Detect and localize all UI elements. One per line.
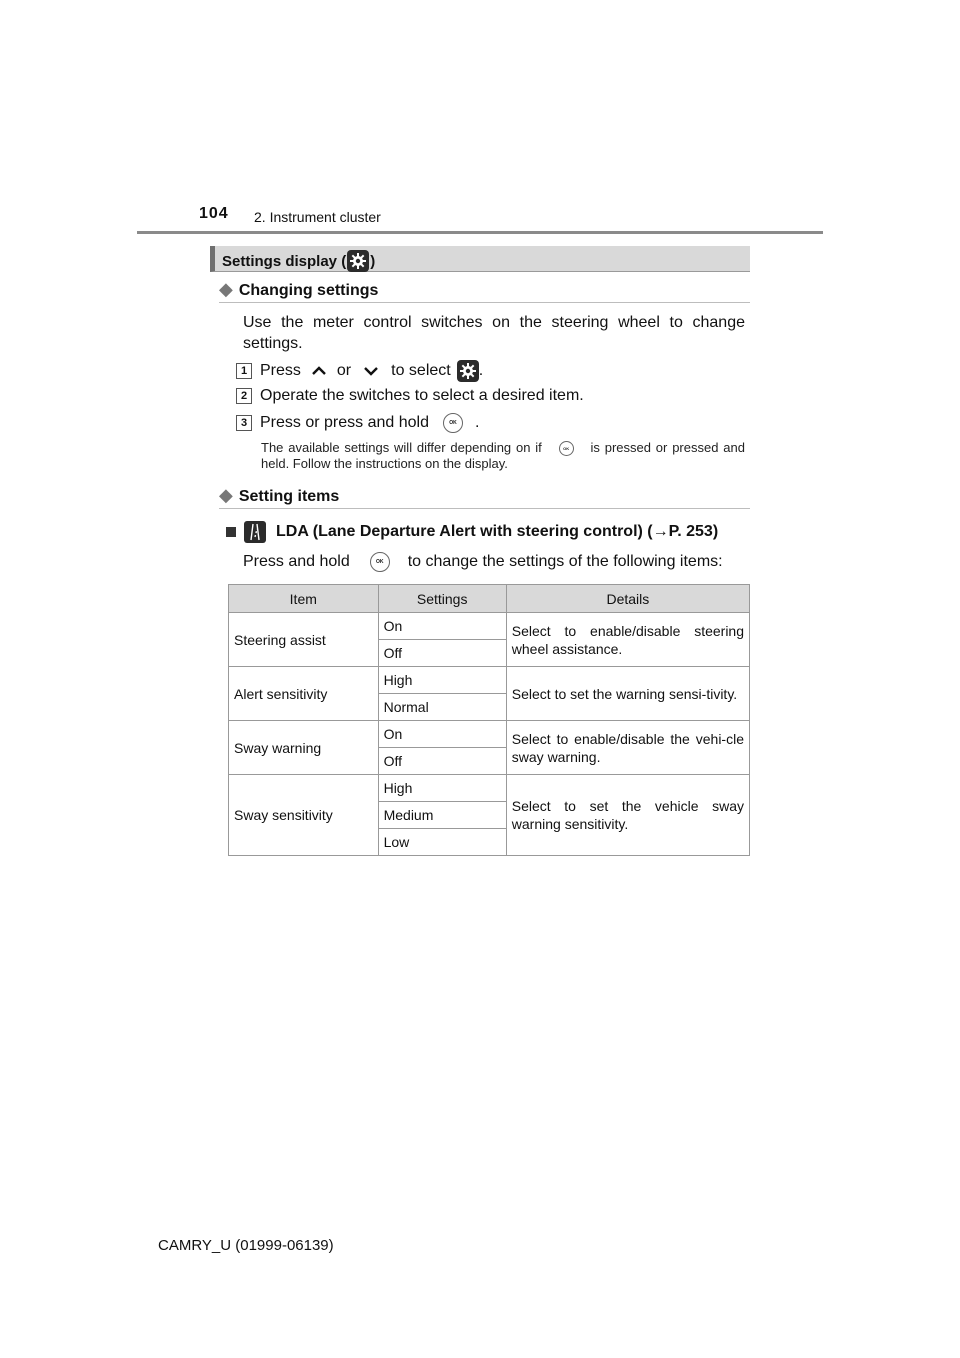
ok-button-icon: OK xyxy=(559,441,574,456)
table-cell-item: Steering assist xyxy=(229,613,379,667)
table-header-item: Item xyxy=(229,585,379,613)
table-cell-details: Select to enable/disable steering wheel assistance. xyxy=(506,613,749,667)
diamond-icon: ◆ xyxy=(219,279,233,299)
header-rule xyxy=(137,231,823,234)
lda-subheading: LDA (Lane Departure Alert with steering control) (→P. 253) xyxy=(226,521,718,543)
table-header-details: Details xyxy=(506,585,749,613)
chevron-down-icon xyxy=(363,366,379,376)
table-cell-item: Sway warning xyxy=(229,721,379,775)
step-number: 3 xyxy=(236,415,252,431)
setting-items-heading: ◆ Setting items xyxy=(219,485,340,505)
table-cell-setting: Off xyxy=(378,748,506,775)
ok-button-icon: OK xyxy=(370,552,390,572)
lane-departure-icon xyxy=(244,521,266,543)
step-1: 1 Press or to select . xyxy=(236,360,483,382)
gear-icon xyxy=(347,250,369,272)
bullet-icon xyxy=(226,527,236,537)
changing-settings-heading: ◆ Changing settings xyxy=(219,279,379,299)
section-title: Settings display ( ) xyxy=(222,250,375,272)
step-number: 1 xyxy=(236,363,252,379)
table-row xyxy=(229,613,750,640)
chapter-title: 2. Instrument cluster xyxy=(254,209,381,225)
intro-paragraph: Use the meter control switches on the steering wheel to change settings. xyxy=(243,314,745,352)
table-cell-details: Select to set the vehicle sway warning sensitivity. xyxy=(506,775,749,856)
page-number: 104 xyxy=(199,205,229,222)
table-cell-setting: Off xyxy=(378,640,506,667)
settings-table xyxy=(228,584,750,856)
heading-rule xyxy=(219,302,750,303)
table-cell-details: Select to enable/disable the vehi-cle sway warning. xyxy=(506,721,749,775)
press-hold-instruction: Press and hold OK to change the settings of the following items: xyxy=(243,553,723,570)
table-cell-item: Alert sensitivity xyxy=(229,667,379,721)
table-cell-setting: On xyxy=(378,721,506,748)
table-cell-details: Select to set the warning sensi-tivity. xyxy=(506,667,749,721)
ok-button-icon: OK xyxy=(443,413,463,433)
table-cell-setting: High xyxy=(378,775,506,802)
step-number: 2 xyxy=(236,388,252,404)
step-3: 3 Press or press and hold OK . xyxy=(236,413,479,433)
table-row xyxy=(229,721,750,748)
table-header-row xyxy=(229,585,750,613)
table-cell-setting: Normal xyxy=(378,694,506,721)
step-2: 2 Operate the switches to select a desired item. xyxy=(236,387,584,405)
table-cell-setting: Medium xyxy=(378,802,506,829)
table-cell-setting: On xyxy=(378,613,506,640)
note-text: The available settings will differ depending on if OK is pressed or pressed and held. Follow the instructions on the display. xyxy=(261,440,745,472)
table-header-settings: Settings xyxy=(378,585,506,613)
heading-rule xyxy=(219,508,750,509)
table-row xyxy=(229,775,750,802)
footer-code: CAMRY_U (01999-06139) xyxy=(158,1237,334,1254)
table-cell-setting: High xyxy=(378,667,506,694)
table-cell-setting: Low xyxy=(378,829,506,856)
chevron-up-icon xyxy=(311,366,327,376)
table-row xyxy=(229,667,750,694)
gear-icon xyxy=(457,360,479,382)
table-cell-item: Sway sensitivity xyxy=(229,775,379,856)
diamond-icon: ◆ xyxy=(219,485,233,505)
